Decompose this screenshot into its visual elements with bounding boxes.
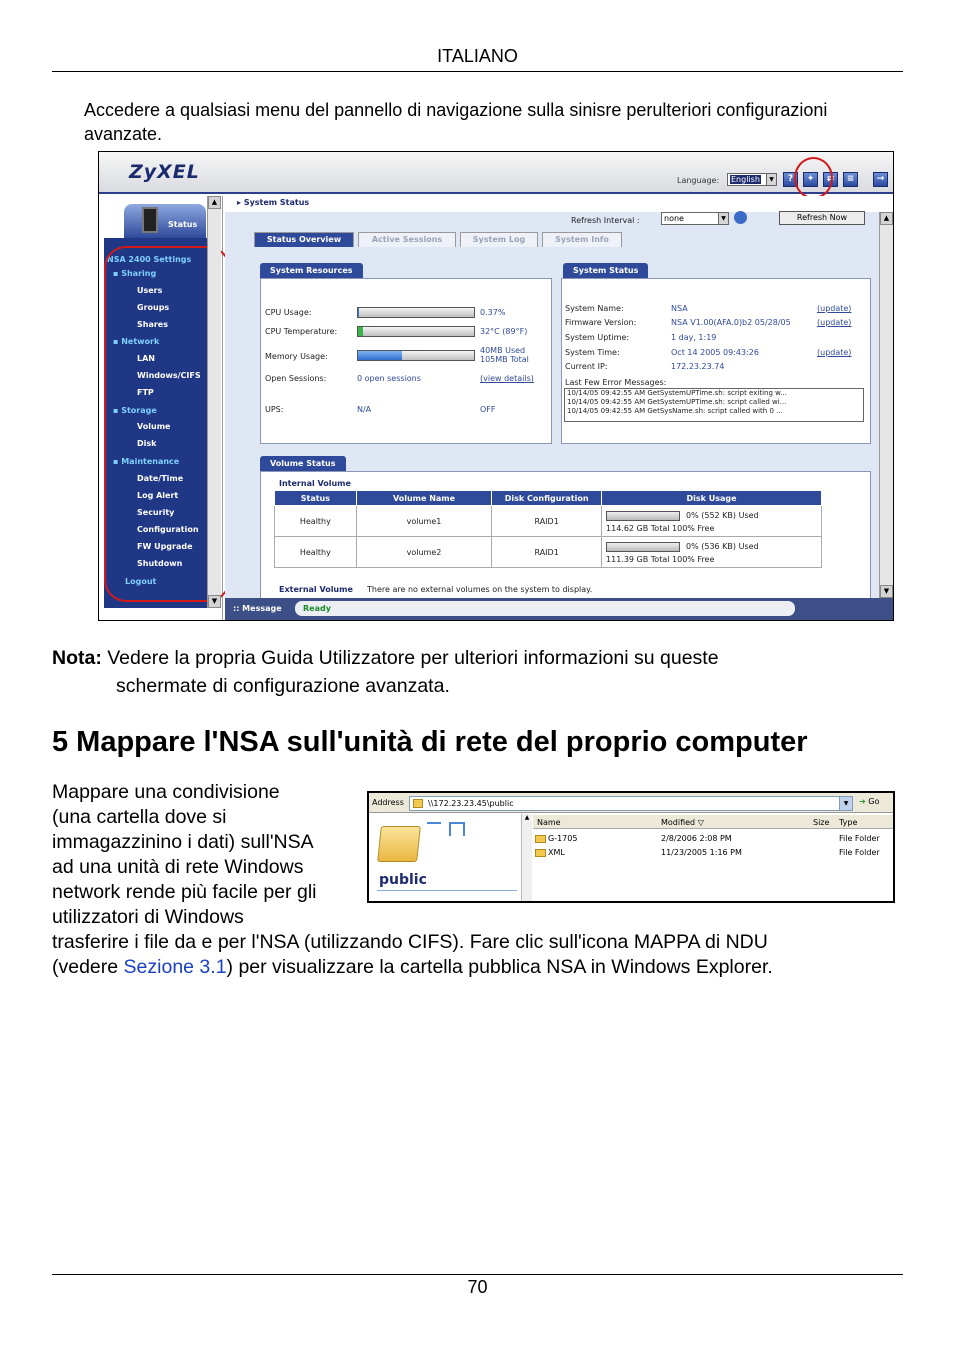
folder-icon	[535, 849, 546, 857]
scroll-up-icon[interactable]: ▲	[880, 212, 893, 225]
error-message: 10/14/05 09:42:55 AM GetSystemUPTime.sh: script called wi...	[567, 398, 787, 406]
nav-shares[interactable]: Shares	[137, 320, 168, 329]
list-item[interactable]	[535, 848, 565, 857]
col-disk-config: Disk Configuration	[492, 491, 602, 506]
nav-configuration[interactable]: Configuration	[137, 525, 199, 534]
col-modified-label: Modified	[661, 818, 696, 827]
language-label: Language:	[677, 176, 720, 185]
explorer-screenshot	[367, 791, 895, 903]
usage-total: 114.62 GB Total 100% Free	[606, 524, 715, 533]
map-icon[interactable]: ⇄	[823, 172, 838, 187]
error-message: 10/14/05 09:42:55 AM GetSysName.sh: script called with 0 ...	[567, 407, 783, 415]
nav-maintenance-label: Maintenance	[121, 457, 180, 466]
volume-status-title: Volume Status	[260, 456, 346, 471]
paragraph-line: Mappare una condivisione	[52, 781, 280, 803]
paragraph-text: ) per visualizzare la cartella pubblica NSA in Windows Explorer.	[226, 956, 773, 978]
public-folder-icon	[377, 826, 421, 862]
open-sessions-label: Open Sessions:	[265, 374, 327, 383]
file-type: File Folder	[839, 848, 880, 857]
nav-logout[interactable]: Logout	[125, 577, 157, 586]
folder-name: public	[379, 872, 427, 888]
col-status: Status	[275, 491, 357, 506]
scroll-up-icon[interactable]: ▲	[524, 814, 530, 821]
server-icon	[142, 207, 158, 233]
uptime-value: 1 day, 1:19	[671, 333, 717, 342]
cpu-temp-label: CPU Temperature:	[265, 327, 338, 336]
nav-sharing-label: Sharing	[121, 269, 157, 278]
language-select[interactable]	[727, 173, 777, 186]
volume-config: RAID1	[492, 537, 602, 568]
go-arrow-icon: ➜	[859, 797, 866, 806]
refresh-interval-value: none	[664, 214, 684, 223]
cpu-temp-value: 32°C (89°F)	[480, 327, 528, 336]
address-bar	[369, 793, 893, 813]
sort-icon: ▽	[697, 818, 704, 827]
firmware-value: NSA V1.00(AFA.0)b2 05/28/05	[671, 318, 791, 327]
expand-icon: ▪	[113, 457, 122, 466]
usage-total: 111.39 GB Total 100% Free	[606, 555, 715, 564]
paragraph-intro	[52, 780, 347, 930]
address-label: Address	[372, 798, 404, 807]
memory-used-value: 40MB Used	[480, 346, 526, 355]
update-name-link[interactable]: (update)	[817, 304, 852, 313]
expand-icon: ▪	[113, 269, 122, 278]
cpu-usage-label: CPU Usage:	[265, 308, 312, 317]
nav-date-time[interactable]: Date/Time	[137, 474, 184, 483]
ups-value: N/A	[357, 405, 372, 414]
cpu-usage-fill	[358, 308, 359, 317]
refresh-interval-select[interactable]	[661, 212, 729, 225]
scroll-down-icon[interactable]: ▼	[880, 585, 893, 598]
go-label: Go	[868, 797, 880, 806]
breadcrumb-arrow-icon: ▸	[237, 198, 244, 207]
update-time-link[interactable]: (update)	[817, 348, 852, 357]
breadcrumb-label: System Status	[243, 198, 310, 207]
external-volume-label: External Volume	[279, 585, 353, 594]
paragraph-line: network rende più facile per gli	[52, 881, 317, 903]
memory-usage-label: Memory Usage:	[265, 352, 328, 361]
message-label: :: Message	[233, 604, 282, 613]
help-icon[interactable]: ?	[783, 172, 798, 187]
update-firmware-link[interactable]: (update)	[817, 318, 852, 327]
pane-scrollbar[interactable]	[521, 814, 532, 901]
system-resources-title: System Resources	[260, 263, 363, 278]
memory-total-value: 105MB Total	[480, 355, 529, 364]
highlight-circle	[794, 157, 833, 199]
cpu-temp-bar	[357, 326, 475, 337]
ups-state: OFF	[480, 405, 496, 414]
scroll-up-icon[interactable]: ▲	[208, 196, 221, 209]
memory-usage-fill	[358, 351, 402, 360]
list-item[interactable]	[535, 834, 577, 843]
file-name: XML	[548, 848, 565, 857]
expand-icon: ▪	[113, 337, 122, 346]
top-bar	[99, 152, 893, 194]
current-ip-label: Current IP:	[565, 362, 608, 371]
scroll-down-icon[interactable]: ▼	[208, 595, 221, 608]
file-list-header	[533, 815, 893, 829]
table-row	[275, 506, 822, 537]
decor-line	[449, 822, 451, 836]
cpu-temp-fill	[358, 327, 363, 336]
open-sessions-value: 0 open sessions	[357, 374, 421, 383]
error-messages-box[interactable]	[564, 388, 864, 422]
volume-status: Healthy	[275, 506, 357, 537]
intro-paragraph: Accedere a qualsiasi menu del pannello di navigazione sulla sinisre perulteriori configurazioni avanzate.	[84, 100, 828, 144]
col-name[interactable]: Name	[537, 818, 561, 827]
current-ip-value: 172.23.23.74	[671, 362, 725, 371]
header-language: ITALIANO	[437, 46, 518, 66]
error-messages-label: Last Few Error Messages:	[565, 378, 667, 387]
nav-storage-label: Storage	[121, 406, 157, 415]
message-bar	[225, 598, 893, 620]
nav-windows-cifs[interactable]: Windows/CIFS	[137, 371, 201, 380]
section-link[interactable]: Sezione 3.1	[123, 956, 227, 978]
go-button[interactable]	[859, 797, 879, 806]
refresh-icon[interactable]	[734, 211, 747, 224]
system-time-value: Oct 14 2005 09:43:26	[671, 348, 759, 357]
wizard-icon[interactable]: ✦	[803, 172, 818, 187]
firmware-label: Firmware Version:	[565, 318, 637, 327]
table-header	[275, 491, 822, 506]
status-tab-label: Status	[168, 220, 198, 229]
nav-log-alert[interactable]: Log Alert	[137, 491, 179, 500]
decor-line	[449, 822, 463, 824]
zyxel-logo: ZyXEL	[129, 161, 200, 183]
decor-line	[427, 822, 441, 824]
volume-usage	[602, 506, 822, 537]
cpu-usage-bar	[357, 307, 475, 318]
system-name-value: NSA	[671, 304, 688, 313]
message-value: Ready	[295, 601, 795, 616]
volume-status: Healthy	[275, 537, 357, 568]
language-value: English	[731, 175, 760, 184]
file-type: File Folder	[839, 834, 880, 843]
note-label: Nota:	[52, 647, 102, 669]
paragraph-line: (una cartella dove si	[52, 806, 227, 828]
nav-users[interactable]: Users	[137, 286, 163, 295]
sidebar-scrollbar[interactable]	[207, 196, 221, 608]
nav-lan[interactable]: LAN	[137, 354, 155, 363]
refresh-now-button[interactable]: Refresh Now	[779, 211, 865, 225]
view-details-link[interactable]: (view details)	[480, 374, 534, 383]
tab-system-log[interactable]: System Log	[460, 232, 538, 247]
paragraph-line: ad una unità di rete Windows	[52, 856, 304, 878]
uptime-label: System Uptime:	[565, 333, 630, 342]
chevron-down-icon: ▼	[718, 213, 728, 224]
nav-fw-upgrade[interactable]: FW Upgrade	[137, 542, 193, 551]
breadcrumb	[225, 196, 893, 212]
paragraph-line: utilizzatori di Windows	[52, 906, 244, 928]
address-field[interactable]	[409, 796, 853, 811]
section-heading: 5 Mappare l'NSA sull'unità di rete del proprio computer	[52, 726, 808, 758]
system-name-label: System Name:	[565, 304, 624, 313]
nav-shutdown[interactable]: Shutdown	[137, 559, 183, 568]
nav-disk[interactable]: Disk	[137, 439, 157, 448]
tab-status-overview[interactable]: Status Overview	[254, 232, 354, 247]
col-size[interactable]: Size	[813, 818, 830, 827]
table-row	[275, 537, 822, 568]
nsa-status-screenshot	[98, 151, 894, 621]
volume-config: RAID1	[492, 506, 602, 537]
footer-rule	[52, 1274, 903, 1275]
usage-bar	[606, 511, 680, 521]
cpu-usage-value: 0.37%	[480, 308, 506, 317]
internal-volume-label: Internal Volume	[279, 479, 351, 488]
file-modified: 11/23/2005 1:16 PM	[661, 848, 742, 857]
volume-name: volume1	[356, 506, 492, 537]
paragraph-line: immagazzinino i dati) sull'NSA	[52, 831, 314, 853]
expand-icon: ▪	[113, 406, 122, 415]
col-modified[interactable]	[661, 818, 704, 827]
chevron-down-icon[interactable]: ▼	[839, 797, 852, 810]
error-message: 10/14/05 09:42:55 AM GetSystemUPTime.sh: script exiting w...	[567, 389, 787, 397]
usage-used: 0% (536 KB) Used	[686, 542, 759, 551]
folder-icon	[535, 835, 546, 843]
note-line-2: schermate di configurazione avanzata.	[116, 675, 450, 697]
memory-usage-bar	[357, 350, 475, 361]
volume-name: volume2	[356, 537, 492, 568]
logout-icon[interactable]: →	[873, 172, 888, 187]
page-number: 70	[467, 1277, 488, 1297]
usage-used: 0% (552 KB) Used	[686, 511, 759, 520]
system-status-title: System Status	[563, 263, 648, 278]
volume-table	[274, 490, 822, 568]
paragraph-continued	[52, 930, 912, 980]
content-scrollbar[interactable]	[879, 212, 893, 598]
paragraph-text: (vedere	[52, 956, 124, 978]
chevron-down-icon: ▼	[766, 174, 776, 185]
system-time-label: System Time:	[565, 348, 620, 357]
document-icon[interactable]: ≡	[843, 172, 858, 187]
status-tab[interactable]	[124, 204, 206, 238]
nav-ftp[interactable]: FTP	[137, 388, 154, 397]
running-header	[52, 46, 903, 72]
paragraph-line	[52, 955, 912, 980]
folder-pane	[369, 814, 521, 901]
address-value: \\172.23.23.45\public	[428, 799, 514, 808]
note-line-1: Vedere la propria Guida Utilizzatore per ulteriori informazioni su queste	[107, 647, 719, 669]
col-disk-usage: Disk Usage	[602, 491, 822, 506]
file-name: G-1705	[548, 834, 578, 843]
col-type[interactable]: Type	[839, 818, 858, 827]
ups-label: UPS:	[265, 405, 284, 414]
nav-groups[interactable]: Groups	[137, 303, 170, 312]
nav-security[interactable]: Security	[137, 508, 175, 517]
paragraph-line: trasferire i file da e per l'NSA (utilizzando CIFS). Fare clic sull'icona MAPPA di NDU	[52, 931, 768, 953]
decor-line	[377, 890, 517, 891]
usage-bar	[606, 542, 680, 552]
note	[52, 644, 852, 700]
nav-root[interactable]: NSA 2400 Settings	[107, 255, 192, 264]
refresh-interval-label: Refresh Interval :	[571, 216, 640, 225]
tab-active-sessions[interactable]: Active Sessions	[358, 232, 456, 247]
decor-line	[463, 822, 465, 836]
external-volume-text: There are no external volumes on the system to display.	[367, 585, 593, 594]
nav-network-label: Network	[121, 337, 160, 346]
tab-system-info[interactable]: System Info	[542, 232, 622, 247]
nav-volume[interactable]: Volume	[137, 422, 171, 431]
file-modified: 2/8/2006 2:08 PM	[661, 834, 732, 843]
folder-icon	[413, 799, 423, 808]
volume-usage	[602, 537, 822, 568]
col-volume-name: Volume Name	[356, 491, 492, 506]
